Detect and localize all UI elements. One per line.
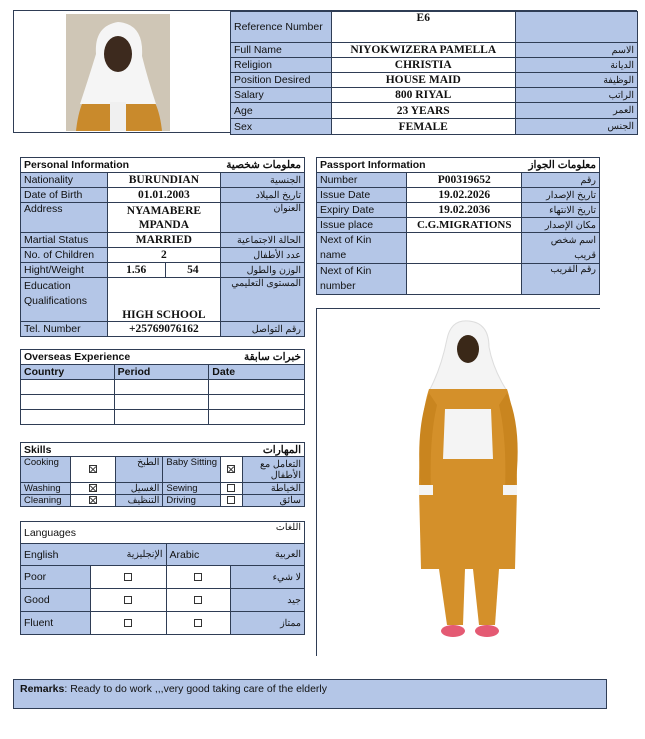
issue-place-value: C.G.MIGRATIONS [407, 218, 522, 233]
salary-label-ar: الراتب [515, 88, 637, 103]
dob-label: Date of Birth [21, 188, 108, 203]
skill-driving-label-ar: سائق [242, 495, 304, 507]
checked-box-icon [227, 465, 235, 473]
remarks-text: : Ready to do work ,,,very good taking care of the elderly [64, 683, 328, 695]
checked-box-icon [89, 465, 97, 473]
height-value: 1.56 [108, 263, 166, 277]
checked-box-icon [89, 484, 97, 492]
checked-box-icon [89, 496, 97, 504]
remarks-box [13, 679, 607, 709]
sex-label-ar: الجنس [515, 119, 637, 135]
personal-info-title-ar: معلومات شخصية [221, 158, 305, 173]
level-poor-label: Poor [21, 566, 91, 589]
level-good-english-checkbox [90, 589, 166, 612]
level-poor-label-ar: لا شيء [231, 566, 305, 589]
passport-number-value: P00319652 [407, 173, 522, 188]
skill-cleaning-label-ar: التنظيف [115, 495, 163, 507]
skills-row [21, 495, 305, 507]
skill-cooking-checkbox [70, 457, 115, 483]
empty-box-icon [227, 484, 235, 492]
skill-sewing-checkbox [221, 483, 243, 495]
tel-value: +25769076162 [107, 322, 220, 337]
skill-babysitting-label-ar: التعامل مع الأطفال [242, 457, 304, 483]
language-level-row [21, 566, 305, 589]
level-poor-arabic-checkbox [166, 566, 231, 589]
height-weight-label: Hight/Weight [21, 263, 108, 278]
salary-value: 800 RIYAL [331, 88, 515, 103]
marital-label-ar: الحالة الاجتماعية [221, 233, 305, 248]
skill-cooking-label: Cooking [21, 457, 71, 483]
kin-number-label-ar: رقم القريب [522, 264, 600, 295]
salary-label: Salary [231, 88, 332, 103]
address-line-2: MPANDA [138, 218, 190, 231]
level-fluent-arabic-checkbox [166, 612, 231, 635]
education-label-ar: المستوى التعليمي [221, 278, 305, 322]
kin-name-label-line-2: name [320, 249, 347, 261]
empty-box-icon [124, 573, 132, 581]
personal-info-section [20, 157, 305, 337]
children-label: No. of Children [21, 248, 108, 263]
issue-date-value: 19.02.2026 [407, 188, 522, 203]
skill-babysitting-checkbox [221, 457, 243, 483]
dob-label-ar: تاريخ الميلاد [221, 188, 305, 203]
full-name-label-ar: الاسم [515, 43, 637, 58]
skills-row [21, 483, 305, 495]
level-fluent-label: Fluent [21, 612, 91, 635]
overseas-col-country: Country [21, 365, 115, 380]
position-value: HOUSE MAID [331, 73, 515, 88]
nationality-label-ar: الجنسية [221, 173, 305, 188]
kin-name-label [317, 233, 407, 264]
skill-driving-label: Driving [163, 495, 221, 507]
kin-name-value [407, 233, 522, 264]
overseas-title-ar: خبرات سابقة [209, 350, 305, 365]
full-name-label: Full Name [231, 43, 332, 58]
position-label-ar: الوظيفة [515, 73, 637, 88]
education-value: HIGH SCHOOL [107, 278, 220, 322]
skills-title: Skills [21, 443, 163, 457]
language-level-row [21, 589, 305, 612]
height-weight-label-ar: الوزن والطول [221, 263, 305, 278]
children-value: 2 [107, 248, 220, 263]
address-value [107, 203, 220, 233]
sex-label: Sex [231, 119, 332, 135]
age-value: 23 YEARS [331, 103, 515, 119]
kin-name-label-ar-line-1: اسم شخص [550, 235, 596, 246]
skill-washing-label-ar: الغسيل [115, 483, 163, 495]
expiry-date-value: 19.02.2036 [407, 203, 522, 218]
overseas-row [21, 395, 305, 410]
empty-box-icon [194, 596, 202, 604]
marital-value: MARRIED [107, 233, 220, 248]
age-label-ar: العمر [515, 103, 637, 119]
languages-title: Languages [21, 522, 167, 544]
skill-cooking-label-ar: الطبخ [115, 457, 163, 483]
lang-english-label-ar: الإنجليزية [90, 544, 166, 566]
skill-cleaning-label: Cleaning [21, 495, 71, 507]
level-fluent-english-checkbox [90, 612, 166, 635]
overseas-title: Overseas Experience [21, 350, 209, 365]
religion-label: Religion [231, 58, 332, 73]
marital-label: Martial Status [21, 233, 108, 248]
passport-info-section [316, 157, 600, 295]
lang-english-label: English [21, 544, 91, 566]
level-good-label-ar: جيد [231, 589, 305, 612]
ref-number-label: Reference Number [231, 12, 332, 43]
overseas-row [21, 380, 305, 395]
education-label-line-2: Qualifications [24, 295, 88, 307]
age-label: Age [231, 103, 332, 119]
kin-number-label-line-1: Next of Kin [320, 265, 372, 277]
skill-washing-checkbox [70, 483, 115, 495]
address-line-1: NYAMABERE [126, 204, 202, 217]
position-label: Position Desired [231, 73, 332, 88]
skills-title-ar: المهارات [163, 443, 305, 457]
sex-value: FEMALE [331, 119, 515, 135]
skills-section [20, 442, 305, 507]
kin-number-label [317, 264, 407, 295]
height-weight-value [107, 263, 220, 278]
empty-box-icon [194, 619, 202, 627]
nationality-label: Nationality [21, 173, 108, 188]
kin-name-label-ar-line-2: قريب [574, 250, 596, 261]
address-label-ar: العنوان [221, 203, 305, 233]
ref-number-label-ar [515, 12, 637, 43]
children-label-ar: عدد الأطفال [221, 248, 305, 263]
level-good-arabic-checkbox [166, 589, 231, 612]
passport-info-title-ar: معلومات الجواز [522, 158, 600, 173]
full-body-photo [316, 308, 600, 656]
empty-box-icon [124, 596, 132, 604]
language-level-row [21, 612, 305, 635]
languages-title-ar: اللغات [166, 522, 305, 544]
address-label: Address [21, 203, 108, 233]
skill-sewing-label: Sewing [163, 483, 221, 495]
issue-date-label: Issue Date [317, 188, 407, 203]
overseas-col-period: Period [114, 365, 209, 380]
empty-box-icon [194, 573, 202, 581]
level-poor-english-checkbox [90, 566, 166, 589]
passport-number-label: Number [317, 173, 407, 188]
expiry-date-label: Expiry Date [317, 203, 407, 218]
empty-box-icon [124, 619, 132, 627]
tel-label-ar: رقم التواصل [221, 322, 305, 337]
skill-sewing-label-ar: الخياطة [242, 483, 304, 495]
religion-label-ar: الديانة [515, 58, 637, 73]
full-name-value: NIYOKWIZERA PAMELLA [331, 43, 515, 58]
portrait-photo [66, 14, 170, 131]
dob-value: 01.01.2003 [107, 188, 220, 203]
remarks-label: Remarks [20, 683, 65, 695]
tel-label: Tel. Number [21, 322, 108, 337]
passport-info-title: Passport Information [317, 158, 522, 173]
issue-date-label-ar: تاريخ الإصدار [522, 188, 600, 203]
kin-number-value [407, 264, 522, 295]
passport-number-label-ar: رقم [522, 173, 600, 188]
lang-arabic-label: Arabic [166, 544, 231, 566]
header-block [13, 10, 637, 133]
kin-number-label-line-2: number [320, 280, 356, 292]
languages-section [20, 521, 305, 635]
religion-value: CHRISTIA [331, 58, 515, 73]
skills-row [21, 457, 305, 483]
issue-place-label: Issue place [317, 218, 407, 233]
level-fluent-label-ar: ممتاز [231, 612, 305, 635]
weight-value: 54 [187, 264, 199, 276]
skill-washing-label: Washing [21, 483, 71, 495]
skill-driving-checkbox [221, 495, 243, 507]
overseas-experience-section [20, 349, 305, 425]
kin-name-label-ar [522, 233, 600, 264]
person-full-body-icon [317, 309, 600, 656]
education-label-line-1: Education [24, 280, 71, 292]
education-label [21, 278, 108, 322]
overseas-col-date: Date [209, 365, 305, 380]
overseas-row [21, 410, 305, 425]
kin-name-label-line-1: Next of Kin [320, 234, 372, 246]
level-good-label: Good [21, 589, 91, 612]
skill-cleaning-checkbox [70, 495, 115, 507]
expiry-date-label-ar: تاريخ الانتهاء [522, 203, 600, 218]
nationality-value: BURUNDIAN [107, 173, 220, 188]
person-portrait-icon [66, 14, 170, 131]
empty-box-icon [227, 496, 235, 504]
ref-number-value: E6 [331, 12, 515, 43]
skill-babysitting-label: Baby Sitting [163, 457, 221, 483]
personal-info-title: Personal Information [21, 158, 221, 173]
lang-arabic-label-ar: العربية [231, 544, 305, 566]
issue-place-label-ar: مكان الإصدار [522, 218, 600, 233]
